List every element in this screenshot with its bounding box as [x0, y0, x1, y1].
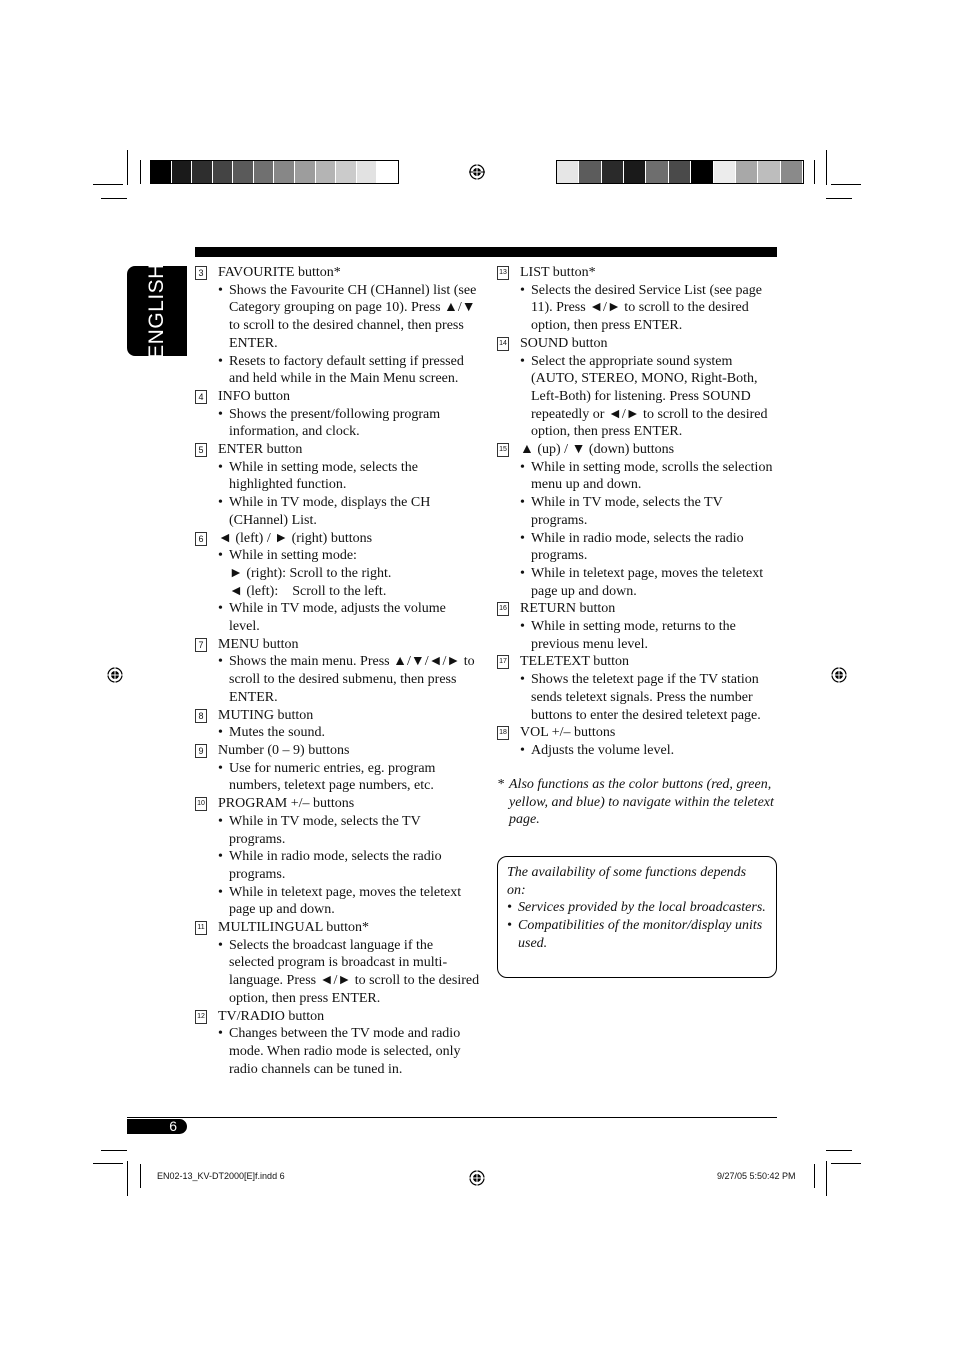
page-number: 6 — [127, 1119, 187, 1134]
entry-bullet: • While in TV mode, selects the TV programs. — [195, 813, 480, 848]
registration-mark-icon — [831, 667, 847, 683]
language-tab — [127, 263, 187, 359]
footnote-text: Also functions as the color buttons (red, green, yellow, and blue) to navigate within the teletext page. — [509, 777, 774, 828]
button-entry — [195, 636, 480, 654]
entry-subline: ◄ (left): Scroll to the left. — [229, 583, 387, 599]
color-swatch — [736, 161, 758, 183]
entry-bullet: • Changes between the TV mode and radio mode. When radio mode is selected, only radio channels can be tuned in. — [195, 1025, 480, 1078]
color-swatch — [254, 161, 275, 183]
entry-number: 15 — [497, 443, 509, 457]
entry-title: MULTILINGUAL button* — [218, 920, 370, 936]
entry-bullet: • Select the appropriate sound system (AUTO, STEREO, MONO, Right-Both, Left-Both) for listening. Press SOUND repeatedly or ◄/► to scroll to the desired option, then press ENTER. — [497, 353, 779, 442]
entry-number: 14 — [497, 337, 509, 351]
entry-title: INFO button — [218, 388, 290, 404]
notice-box — [497, 856, 777, 978]
crop-mark — [831, 184, 861, 185]
entry-title: SOUND button — [520, 335, 608, 351]
entry-bullet: • While in radio mode, selects the radio programs. — [497, 530, 779, 565]
color-swatch — [336, 161, 357, 183]
entry-number: 17 — [497, 655, 509, 669]
entry-bullet: • Shows the present/following program information, and clock. — [195, 406, 480, 441]
entry-title: TELETEXT button — [520, 654, 629, 670]
color-swatch — [213, 161, 234, 183]
entry-bullet: • While in TV mode, displays the CH (CHannel) List. — [195, 494, 480, 529]
color-swatch — [714, 161, 736, 183]
notice-bullet: • Services provided by the local broadcasters. — [507, 899, 766, 917]
color-swatch — [557, 161, 579, 183]
registration-mark-icon — [469, 164, 485, 180]
crop-mark — [101, 1150, 127, 1151]
color-swatch — [172, 161, 193, 183]
color-swatch — [274, 161, 295, 183]
crop-mark — [140, 1164, 141, 1188]
entry-bullet: • While in setting mode, selects the highlighted function. — [195, 459, 480, 494]
color-swatch — [669, 161, 691, 183]
color-swatch — [602, 161, 624, 183]
entry-title: TV/RADIO button — [218, 1008, 325, 1024]
button-entry — [195, 388, 480, 406]
entry-bullet: • Shows the Favourite CH (CHannel) list (see Category grouping on page 10). Press ▲/▼ to scroll to the desired channel, then press ENTER. — [195, 282, 480, 353]
entry-bullet: • While in setting mode, scrolls the selection menu up and down. — [497, 459, 779, 494]
entry-bullet: • While in setting mode: — [195, 547, 480, 565]
button-entry — [497, 441, 779, 459]
entry-number: 13 — [497, 266, 509, 280]
registration-mark-icon — [469, 1170, 485, 1186]
entry-subline: ► (right): Scroll to the right. — [229, 565, 392, 581]
button-entry — [497, 600, 779, 618]
entry-title: PROGRAM +/– buttons — [218, 796, 355, 812]
crop-mark — [101, 198, 127, 199]
entry-title: RETURN button — [520, 601, 616, 617]
entry-bullet: • Adjusts the volume level. — [497, 742, 779, 760]
entry-number: 9 — [195, 744, 207, 758]
entry-bullet: • While in teletext page, moves the teletext page up and down. — [195, 884, 480, 919]
crop-mark — [826, 198, 852, 199]
color-swatch — [691, 161, 713, 183]
footnote — [497, 776, 777, 829]
entry-number: 6 — [195, 532, 207, 546]
button-entry — [497, 335, 779, 353]
entry-title: ENTER button — [218, 442, 303, 458]
entry-bullet: • Mutes the sound. — [195, 724, 480, 742]
notice-bullet: • Compatibilities of the monitor/display units used. — [507, 917, 766, 952]
crop-mark — [831, 1163, 861, 1164]
button-entry — [195, 264, 480, 282]
crop-mark — [140, 160, 141, 184]
entry-number: 10 — [195, 797, 207, 811]
entry-bullet: • While in radio mode, selects the radio programs. — [195, 848, 480, 883]
crop-mark — [814, 1164, 815, 1188]
language-tab-label: ENGLISH — [145, 263, 168, 359]
entry-number: 8 — [195, 709, 207, 723]
entry-number: 12 — [195, 1010, 207, 1024]
color-swatch — [357, 161, 378, 183]
color-swatch — [377, 161, 398, 183]
crop-mark — [93, 184, 123, 185]
color-swatch — [646, 161, 668, 183]
entry-title: ◄ (left) / ► (right) buttons — [218, 530, 373, 546]
entry-bullet: • While in teletext page, moves the teletext page up and down. — [497, 565, 779, 600]
color-swatch — [579, 161, 601, 183]
entry-title: ▲ (up) / ▼ (down) buttons — [520, 442, 675, 458]
color-calibration-strip-left — [150, 160, 399, 184]
button-entry — [195, 742, 480, 760]
footnote-mark: * — [497, 777, 504, 792]
color-swatch — [151, 161, 172, 183]
button-entry — [195, 795, 480, 813]
crop-mark — [826, 1150, 852, 1151]
entry-title: LIST button* — [520, 265, 596, 280]
entry-bullet: • While in setting mode, returns to the previous menu level. — [497, 618, 779, 653]
entry-title: VOL +/– buttons — [520, 725, 616, 741]
footer-timestamp: 9/27/05 5:50:42 PM — [717, 1171, 796, 1181]
footer-file-name: EN02-13_KV-DT2000[E]f.indd 6 — [157, 1171, 285, 1181]
button-entry — [195, 530, 480, 548]
crop-mark — [93, 1163, 123, 1164]
button-entry — [195, 919, 480, 937]
notice-intro: The availability of some functions depends on: — [507, 865, 747, 898]
crop-mark — [826, 1161, 827, 1196]
crop-mark — [127, 150, 128, 185]
entry-number: 11 — [195, 921, 207, 935]
crop-mark — [826, 150, 827, 185]
entry-title: MUTING button — [218, 707, 314, 723]
button-entry — [497, 264, 779, 282]
entry-bullet: • Selects the desired Service List (see page 11). Press ◄/► to scroll to the desired option, then press ENTER. — [497, 282, 779, 335]
color-swatch — [233, 161, 254, 183]
entry-number: 4 — [195, 390, 207, 404]
entry-number: 5 — [195, 443, 207, 457]
registration-mark-icon — [107, 667, 123, 683]
entry-number: 16 — [497, 602, 509, 616]
entry-bullet: • While in TV mode, selects the TV programs. — [497, 494, 779, 529]
entry-bullet: • Shows the teletext page if the TV station sends teletext signals. Press the number buttons to enter the desired teletext page. — [497, 671, 779, 724]
entry-bullet: • Selects the broadcast language if the selected program is broadcast in multi-language. Press ◄/► to scroll to the desired option, then press ENTER. — [195, 937, 480, 1008]
color-swatch — [624, 161, 646, 183]
right-column — [497, 264, 779, 760]
footer-rule — [127, 1117, 777, 1118]
button-entry — [195, 441, 480, 459]
entry-bullet: • Use for numeric entries, eg. program numbers, teletext page numbers, etc. — [195, 760, 480, 795]
color-swatch — [758, 161, 780, 183]
entry-number: 7 — [195, 638, 207, 652]
left-column — [195, 264, 480, 1078]
button-entry — [497, 724, 779, 742]
button-entry — [195, 1008, 480, 1026]
entry-number: 18 — [497, 726, 509, 740]
button-entry — [195, 707, 480, 725]
color-swatch — [192, 161, 213, 183]
entry-title: MENU button — [218, 636, 299, 652]
color-calibration-strip-right — [556, 160, 804, 184]
button-entry — [497, 653, 779, 671]
entry-bullet: • Shows the main menu. Press ▲/▼/◄/► to scroll to the desired submenu, then press ENTER. — [195, 653, 480, 706]
color-swatch — [316, 161, 337, 183]
color-swatch — [295, 161, 316, 183]
crop-mark — [814, 160, 815, 184]
color-swatch — [781, 161, 803, 183]
entry-bullet: • While in TV mode, adjusts the volume level. — [195, 600, 480, 635]
crop-mark — [127, 1161, 128, 1196]
entry-bullet: • Resets to factory default setting if pressed and held while in the Main Menu screen. — [195, 353, 480, 388]
entry-title: Number (0 – 9) buttons — [218, 742, 350, 758]
entry-number: 3 — [195, 266, 207, 280]
entry-title: FAVOURITE button* — [218, 265, 341, 280]
header-rule — [195, 247, 777, 257]
